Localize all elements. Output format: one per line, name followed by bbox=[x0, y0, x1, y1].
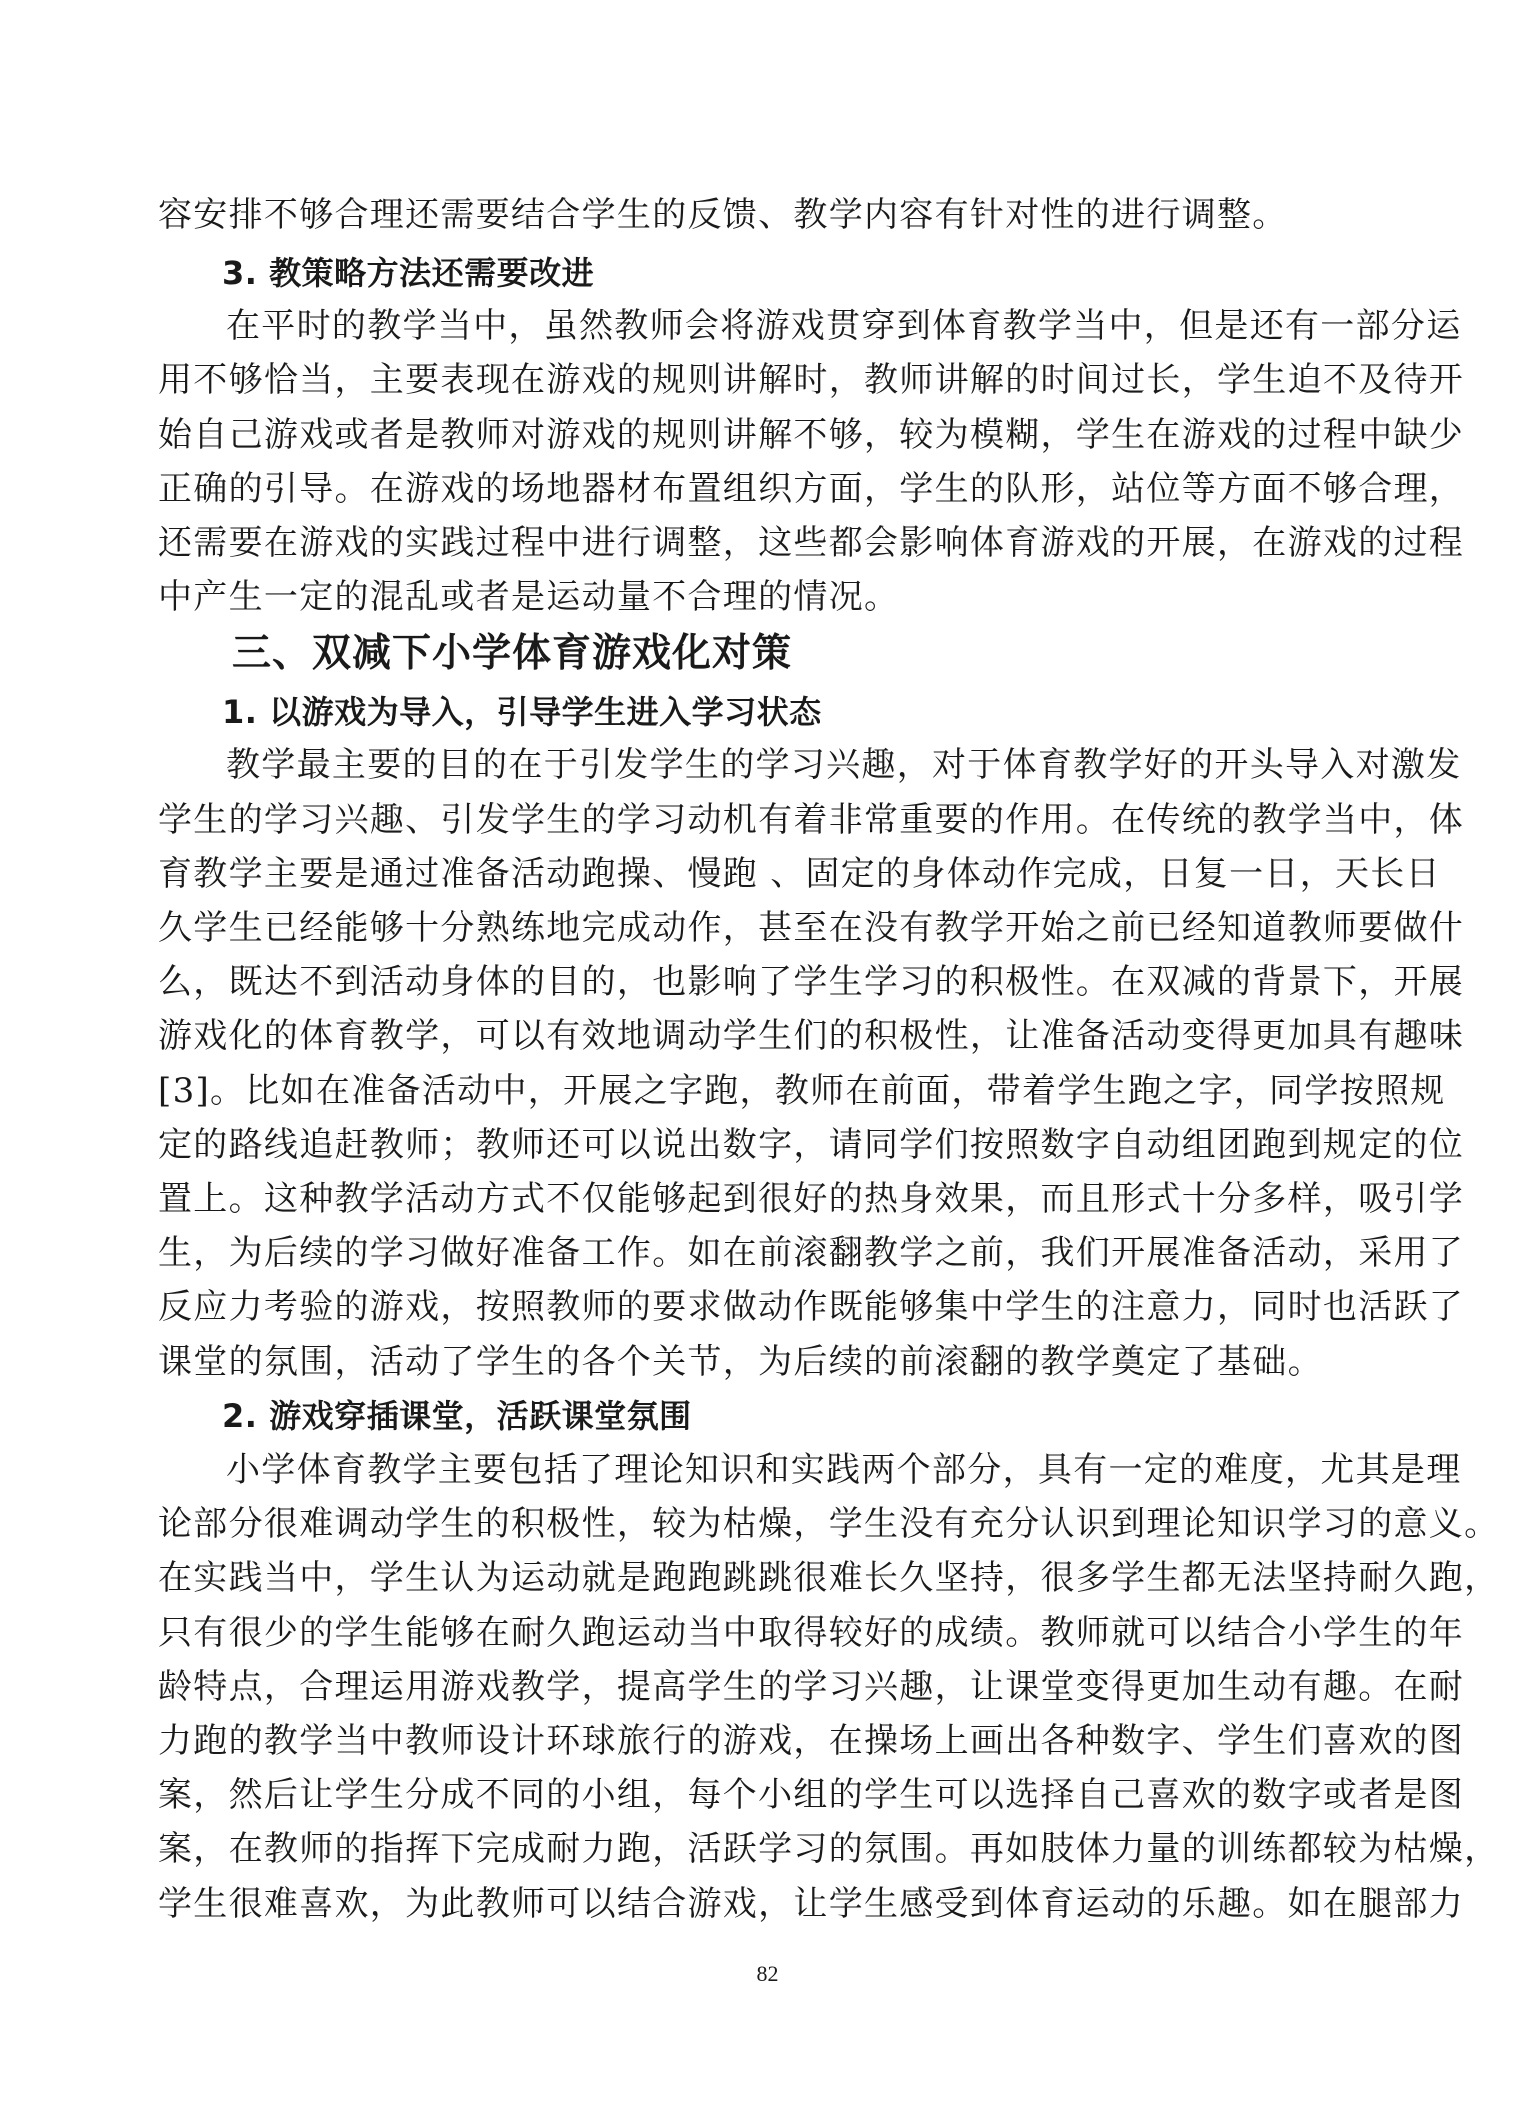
paragraph-line: 教学最主要的目的在于引发学生的学习兴趣，对于体育教学好的开头导入对激发 bbox=[226, 745, 1462, 785]
paragraph-line: 中产生一定的混乱或者是运动量不合理的情况。 bbox=[158, 577, 900, 617]
paragraph-line: 正确的引导。在游戏的场地器材布置组织方面，学生的队形，站位等方面不够合理， bbox=[158, 469, 1465, 509]
paragraph-line: 小学体育教学主要包括了理论知识和实践两个部分，具有一定的难度，尤其是理 bbox=[226, 1450, 1462, 1490]
section-heading: 三、双减下小学体育游戏化对策 bbox=[232, 631, 793, 676]
paragraph-line: 么，既达不到活动身体的目的，也影响了学生学习的积极性。在双减的背景下，开展 bbox=[158, 962, 1465, 1002]
sub-heading-intro: 1. 以游戏为导入，引导学生进入学习状态 bbox=[222, 693, 822, 731]
paragraph-line: 论部分很难调动学生的积极性，较为枯燥，学生没有充分认识到理论知识学习的意义。 bbox=[158, 1504, 1500, 1544]
page-number: 82 bbox=[756, 1961, 779, 1986]
paragraph-line: 久学生已经能够十分熟练地完成动作，甚至在没有教学开始之前已经知道教师要做什 bbox=[158, 908, 1465, 948]
paragraph-line: 案，在教师的指挥下完成耐力跑，活跃学习的氛围。再如肢体力量的训练都较为枯燥， bbox=[158, 1829, 1500, 1869]
paragraph-line: 学生很难喜欢，为此教师可以结合游戏，让学生感受到体育运动的乐趣。如在腿部力 bbox=[158, 1884, 1465, 1924]
paragraph-line: 龄特点，合理运用游戏教学，提高学生的学习兴趣，让课堂变得更加生动有趣。在耐 bbox=[158, 1667, 1465, 1707]
paragraph-line: 游戏化的体育教学，可以有效地调动学生们的积极性，让准备活动变得更加具有趣味 bbox=[158, 1016, 1465, 1056]
paragraph-line: 定的路线追赶教师；教师还可以说出数字，请同学们按照数字自动组团跑到规定的位 bbox=[158, 1125, 1465, 1165]
paragraph-line: 用不够恰当，主要表现在游戏的规则讲解时，教师讲解的时间过长，学生迫不及待开 bbox=[158, 360, 1465, 400]
paragraph-line: 始自己游戏或者是教师对游戏的规则讲解不够，较为模糊，学生在游戏的过程中缺少 bbox=[158, 415, 1465, 455]
paragraph-line: 置上。这种教学活动方式不仅能够起到很好的热身效果，而且形式十分多样，吸引学 bbox=[158, 1179, 1465, 1219]
paragraph-top-line: 容安排不够合理还需要结合学生的反馈、教学内容有针对性的进行调整。 bbox=[158, 195, 1288, 235]
paragraph-line: 在实践当中，学生认为运动就是跑跑跳跳很难长久坚持，很多学生都无法坚持耐久跑， bbox=[158, 1558, 1500, 1598]
paragraph-line: 力跑的教学当中教师设计环球旅行的游戏，在操场上画出各种数字、学生们喜欢的图 bbox=[158, 1721, 1465, 1761]
sub-heading-classroom: 2. 游戏穿插课堂，活跃课堂氛围 bbox=[222, 1397, 692, 1435]
paragraph-line: 只有很少的学生能够在耐久跑运动当中取得较好的成绩。教师就可以结合小学生的年 bbox=[158, 1613, 1465, 1653]
paragraph-line: 还需要在游戏的实践过程中进行调整，这些都会影响体育游戏的开展，在游戏的过程 bbox=[158, 523, 1465, 563]
paragraph-line: [3]。比如在准备活动中，开展之字跑，教师在前面，带着学生跑之字，同学按照规 bbox=[158, 1071, 1446, 1111]
paragraph-line: 生，为后续的学习做好准备工作。如在前滚翻教学之前，我们开展准备活动，采用了 bbox=[158, 1233, 1465, 1273]
paragraph-line: 在平时的教学当中，虽然教师会将游戏贯穿到体育教学当中，但是还有一部分运 bbox=[226, 306, 1462, 346]
paragraph-line: 课堂的氛围，活动了学生的各个关节，为后续的前滚翻的教学奠定了基础。 bbox=[158, 1342, 1323, 1382]
sub-heading-strategy: 3. 教策略方法还需要改进 bbox=[222, 254, 595, 292]
paragraph-line: 反应力考验的游戏，按照教师的要求做动作既能够集中学生的注意力，同时也活跃了 bbox=[158, 1287, 1465, 1327]
paragraph-line: 案，然后让学生分成不同的小组，每个小组的学生可以选择自己喜欢的数字或者是图 bbox=[158, 1775, 1465, 1815]
paragraph-line: 学生的学习兴趣、引发学生的学习动机有着非常重要的作用。在传统的教学当中，体 bbox=[158, 800, 1465, 840]
paragraph-line: 育教学主要是通过准备活动跑操、慢跑 、固定的身体动作完成，日复一日，天长日 bbox=[158, 854, 1441, 894]
